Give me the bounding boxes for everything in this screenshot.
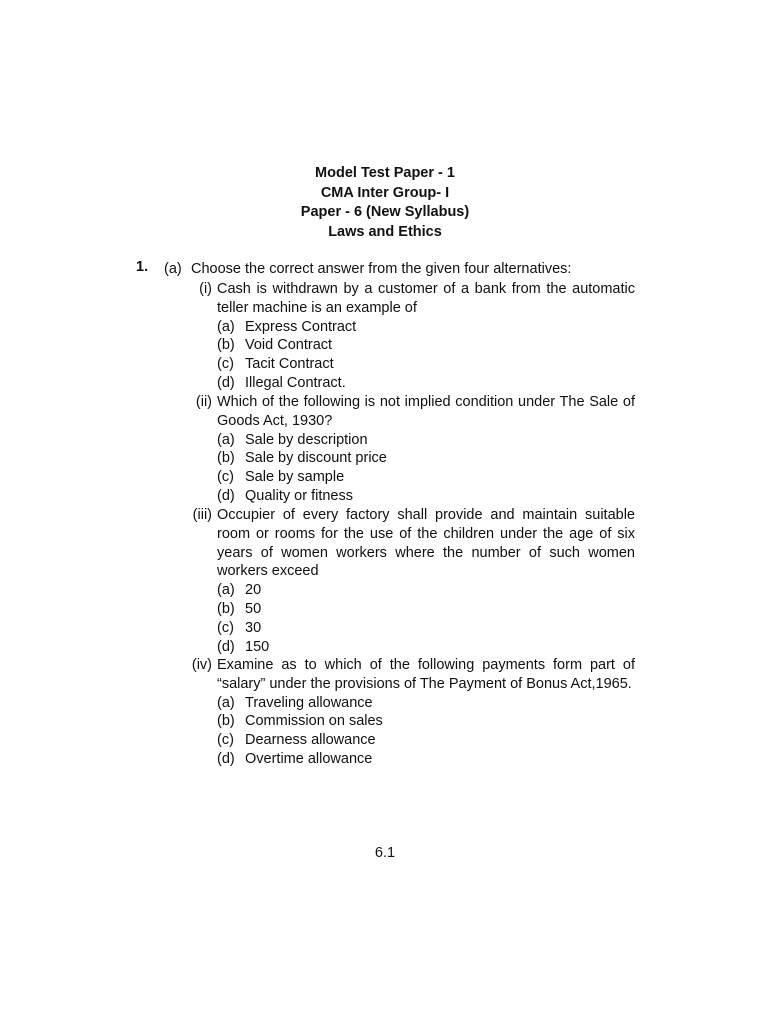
option-label: (d) [217,750,235,767]
paper-title-line: CMA Inter Group- I [320,184,450,201]
option-item [217,318,640,337]
option-item [217,336,640,355]
option-item [217,712,640,731]
paper-title-block [0,164,770,242]
page-number: 6.1 [374,845,396,861]
option-text: Express Contract [245,318,357,335]
option-item [217,487,640,506]
subquestion-number: (i) [199,281,212,297]
subquestion-stem: Occupier of every factory shall provide and maintain suitable room or rooms for the use of the children under the age of six years of women workers where the number of such women workers exceed [217,507,635,580]
option-text: 150 [245,638,270,655]
option-text: Sale by description [245,431,368,448]
subquestion-number: (iv) [191,657,212,673]
option-item [217,731,640,750]
subquestion-number: (iii) [192,507,212,523]
option-label: (c) [217,619,234,636]
option-label: (b) [217,600,235,617]
option-label: (a) [217,694,235,711]
option-label: (a) [217,318,235,335]
option-list [217,581,640,656]
paper-title-line: Paper - 6 (New Syllabus) [300,204,470,220]
question-part-label: (a) [164,261,182,277]
option-text: 30 [245,619,262,636]
option-text: Quality or fitness [245,487,353,504]
option-label: (b) [217,337,235,354]
option-item [217,355,640,374]
option-text: Void Contract [245,337,333,354]
subquestion-stem: Cash is withdrawn by a customer of a bank from the automatic teller machine is an example of [217,281,635,316]
subquestion [180,506,640,656]
option-label: (a) [217,431,235,448]
option-item [217,694,640,713]
paper-title-line: Laws and Ethics [328,223,442,240]
option-item [217,374,640,393]
subquestion [180,280,640,393]
option-label: (c) [217,469,234,486]
subquestion-number: (ii) [195,394,212,410]
option-list [217,431,640,506]
option-label: (d) [217,374,235,391]
option-item [217,750,640,769]
option-item [217,619,640,638]
option-item [217,431,640,450]
subquestion-stem: Which of the following is not implied condition under The Sale of Goods Act, 1930? [217,394,635,429]
subquestion [180,393,640,506]
paper-title-line: Model Test Paper - 1 [315,165,455,181]
option-label: (d) [217,487,235,504]
option-text: Commission on sales [245,713,383,730]
subquestion-stem: Examine as to which of the following payments form part of “salary” under the provisions of The Payment of Bonus Act,1965. [217,657,635,692]
subquestion [180,656,640,769]
option-text: Dearness allowance [245,732,376,749]
option-item [217,638,640,657]
option-text: Overtime allowance [245,750,373,767]
option-text: Illegal Contract. [245,374,346,391]
option-label: (c) [217,732,234,749]
question-number: 1. [136,259,149,275]
option-label: (b) [217,713,235,730]
option-text: Traveling allowance [245,694,373,711]
option-item [217,449,640,468]
option-text: Sale by sample [245,469,345,486]
option-text: 20 [245,582,262,599]
option-item [217,468,640,487]
option-list [217,694,640,769]
option-label: (a) [217,582,235,599]
option-text: 50 [245,600,262,617]
option-label: (c) [217,356,234,373]
option-list [217,318,640,393]
option-item [217,600,640,619]
option-text: Sale by discount price [245,450,387,467]
option-label: (b) [217,450,235,467]
option-text: Tacit Contract [245,356,334,373]
option-item [217,581,640,600]
option-label: (d) [217,638,235,655]
question-part-instruction: Choose the correct answer from the given four alternatives: [191,261,572,277]
